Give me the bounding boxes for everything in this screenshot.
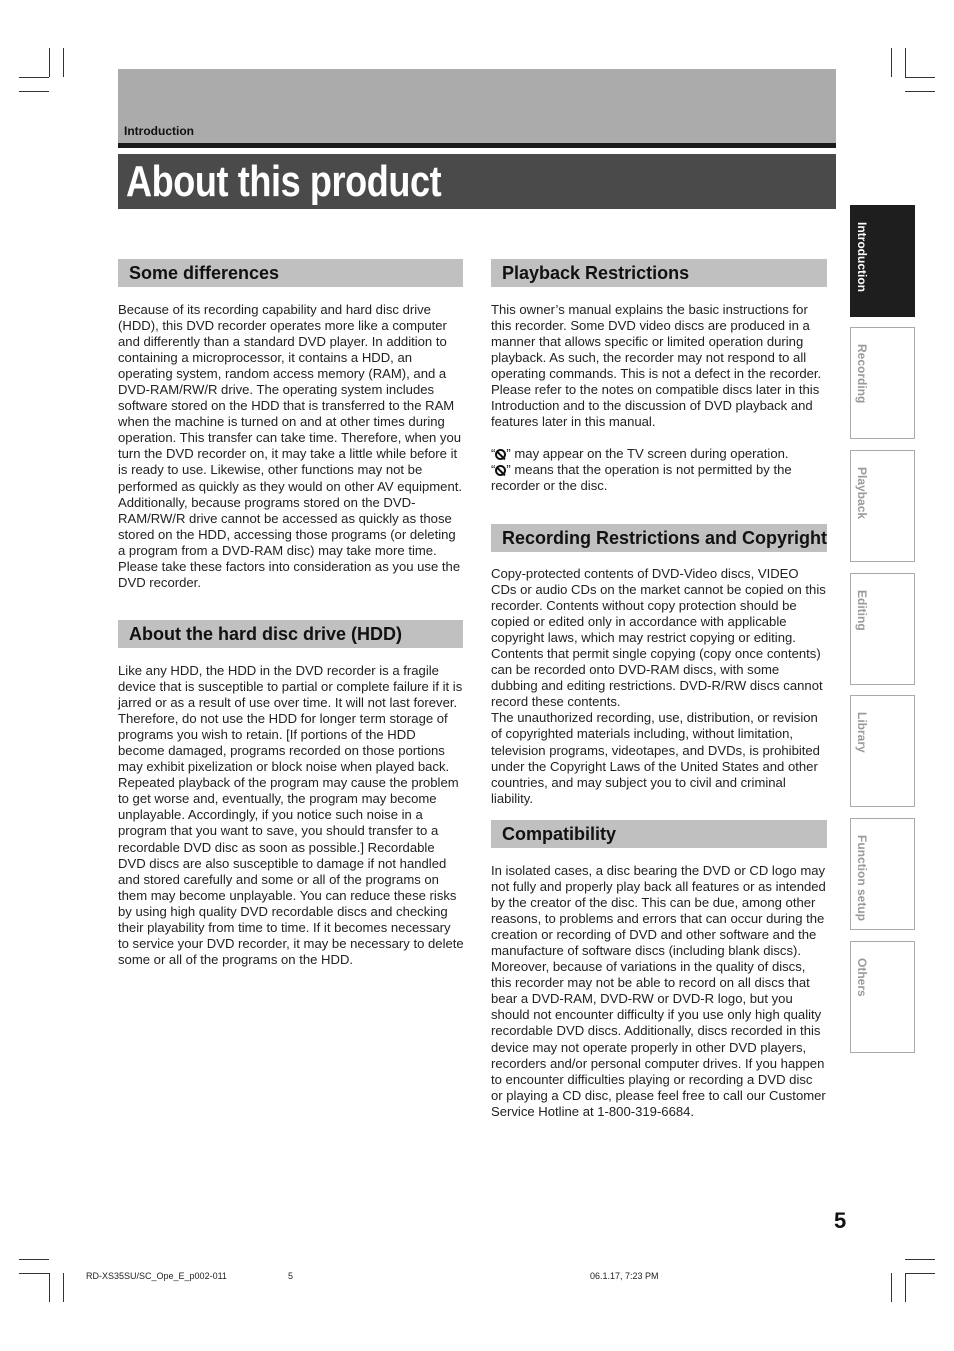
crop-mark bbox=[19, 1273, 49, 1274]
paragraph: Because of its recording capability and hard disc drive (HDD), this DVD recorder operates more like a computer and differently than a standard DVD player. In addition to containing a microprocessor, it contains a HDD, an operating system, random access memory (RAM), and a DVD-RAM/RW/R drive. The operating system includes software stored on the HDD that is transferred to the RAM when the machine is turned on and at other times during operation. This transfer can take time. Therefore, when you turn the DVD recorder on, it may take a little while before it is ready to use. Likewise, other functions may not be performed as quickly as they would on other AV equipment. Additionally, because programs stored on the DVD-RAM/RW/R drive cannot be accessed as quickly as those stored on the HDD, accessing those programs (or deleting a program from a DVD-RAM disc) may take more time. Please take these factors into consideration as you use the DVD recorder. bbox=[118, 302, 463, 590]
crop-mark bbox=[891, 1273, 892, 1302]
prohibited-icon bbox=[495, 465, 506, 476]
paragraph: This owner’s manual explains the basic instructions for this recorder. Some DVD video discs are produced in a manner that allows specific or limited operation during playback. As such, the recorder may not respond to all operating commands. This is not a defect in the recorder. Please refer to the notes on compatible discs later in this Introduction and to the discussion of DVD playback and features later in this manual. bbox=[491, 302, 822, 430]
some-differences-body bbox=[118, 302, 464, 591]
crop-mark bbox=[905, 77, 935, 78]
header-band bbox=[118, 69, 836, 143]
tab-label: Library bbox=[855, 712, 869, 753]
crop-mark bbox=[905, 1259, 935, 1260]
paragraph: The unauthorized recording, use, distribution, or revision of copyrighted materials including, without limitation, television programs, videotapes, and DVDs, is prohibited under the Copyright Laws of the United States and other countries, and may subject you to civil and criminal liability. bbox=[491, 710, 820, 806]
paragraph: In isolated cases, a disc bearing the DVD or CD logo may not fully and properly play back all features or as intended by the creator of the disc. This can be due, among other reasons, to problems and errors that can occur during the creation or recording of DVD and other software and the manufacture of software discs (including blank discs). Moreover, because of variations in the quality of discs, this recorder may not be able to record on all discs that bear a DVD-RAM, DVD-RW or DVD-R logo, but you should not encounter difficulty if you use only high quality recordable DVD discs. Additionally, discs recorded in this device may not operate properly in other DVD players, recorders and/or personal computer drives. If you happen to encounter difficulties playing or recording a DVD disc or playing a CD disc, please feel free to call our Customer Service Hotline at 1-800-319-6684. bbox=[491, 863, 826, 1119]
crop-mark bbox=[905, 91, 935, 92]
tab-function-setup[interactable] bbox=[850, 818, 915, 930]
footer-page: 5 bbox=[288, 1271, 294, 1281]
footer-file: RD-XS35SU/SC_Ope_E_p002-011 bbox=[86, 1271, 227, 1281]
page-title: About this product bbox=[126, 157, 442, 206]
note-line: “ ” means that the operation is not permitted by the recorder or the disc. bbox=[491, 462, 792, 494]
tab-label: Playback bbox=[855, 467, 869, 520]
crop-mark bbox=[63, 1273, 64, 1302]
tab-others[interactable] bbox=[850, 941, 915, 1053]
paragraph: Like any HDD, the HDD in the DVD recorder is a fragile device that is susceptible to partial or complete failure if it is jarred or as a result of use over time. It will not last forever. Therefore, do not use the HDD for longer term storage of programs you wish to retain. [If portions of the HDD become damaged, programs recorded on those portions may exhibit pixelization or block noise when played back. Repeated playback of the program may cause the problem to get worse and, eventually, the program may become unplayable. Accordingly, if you notice such noise in a program that you want to save, you should transfer to a recordable DVD disc as soon as possible.] Recordable DVD discs are also susceptible to damage if not handled and stored carefully and some or all of the programs on them may become unplayable. You can reduce these risks by using high quality DVD recordable discs and checking their playability from time to time. If it becomes necessary to service your DVD recorder, it may be necessary to delete some or all of the programs on the HDD. bbox=[118, 663, 464, 967]
crop-mark bbox=[19, 77, 49, 78]
heading-recording-restrictions: Recording Restrictions and Copyright bbox=[491, 524, 827, 552]
paragraph: Copy-protected contents of DVD-Video discs, VIDEO CDs or audio CDs on the market cannot be copied on this recorder. Contents without copy protection should be copied or edited only in accordance with applicable copyright laws, which may restrict copying or editing. Contents that permit single copying (copy once contents) can be recorded onto DVD-RAM discs, with some dubbing and editing restrictions. DVD-R/RW discs cannot record these contents. bbox=[491, 566, 826, 710]
heading-playback-restrictions: Playback Restrictions bbox=[491, 259, 827, 287]
tab-library[interactable] bbox=[850, 695, 915, 807]
section-label: Introduction bbox=[124, 124, 194, 138]
crop-mark bbox=[19, 91, 49, 92]
crop-mark bbox=[905, 1273, 906, 1302]
crop-mark bbox=[905, 1273, 935, 1274]
crop-mark bbox=[19, 1259, 49, 1260]
compatibility-body bbox=[491, 863, 827, 1120]
tab-label: Recording bbox=[855, 344, 869, 404]
crop-mark bbox=[49, 48, 50, 77]
page-number: 5 bbox=[834, 1208, 847, 1233]
tab-label: Introduction bbox=[855, 222, 869, 292]
recording-body bbox=[491, 566, 827, 807]
header-rule bbox=[118, 143, 836, 148]
crop-mark bbox=[63, 48, 64, 77]
tab-recording[interactable] bbox=[850, 327, 915, 439]
heading-compatibility: Compatibility bbox=[491, 820, 827, 848]
note-line: “ ” may appear on the TV screen during operation. bbox=[491, 446, 789, 462]
heading-hdd: About the hard disc drive (HDD) bbox=[118, 620, 463, 648]
crop-mark bbox=[49, 1273, 50, 1302]
tab-playback[interactable] bbox=[850, 450, 915, 562]
heading-some-differences: Some differences bbox=[118, 259, 463, 287]
tab-editing[interactable] bbox=[850, 573, 915, 685]
prohibited-icon bbox=[495, 449, 506, 460]
hdd-body bbox=[118, 663, 464, 968]
tab-label: Others bbox=[855, 958, 869, 997]
tab-label: Function setup bbox=[855, 835, 869, 921]
footer-timestamp: 06.1.17, 7:23 PM bbox=[590, 1271, 659, 1281]
playback-body bbox=[491, 302, 827, 495]
tab-label: Editing bbox=[855, 590, 869, 631]
tab-introduction[interactable] bbox=[850, 205, 915, 317]
crop-mark bbox=[891, 48, 892, 77]
crop-mark bbox=[905, 48, 906, 77]
